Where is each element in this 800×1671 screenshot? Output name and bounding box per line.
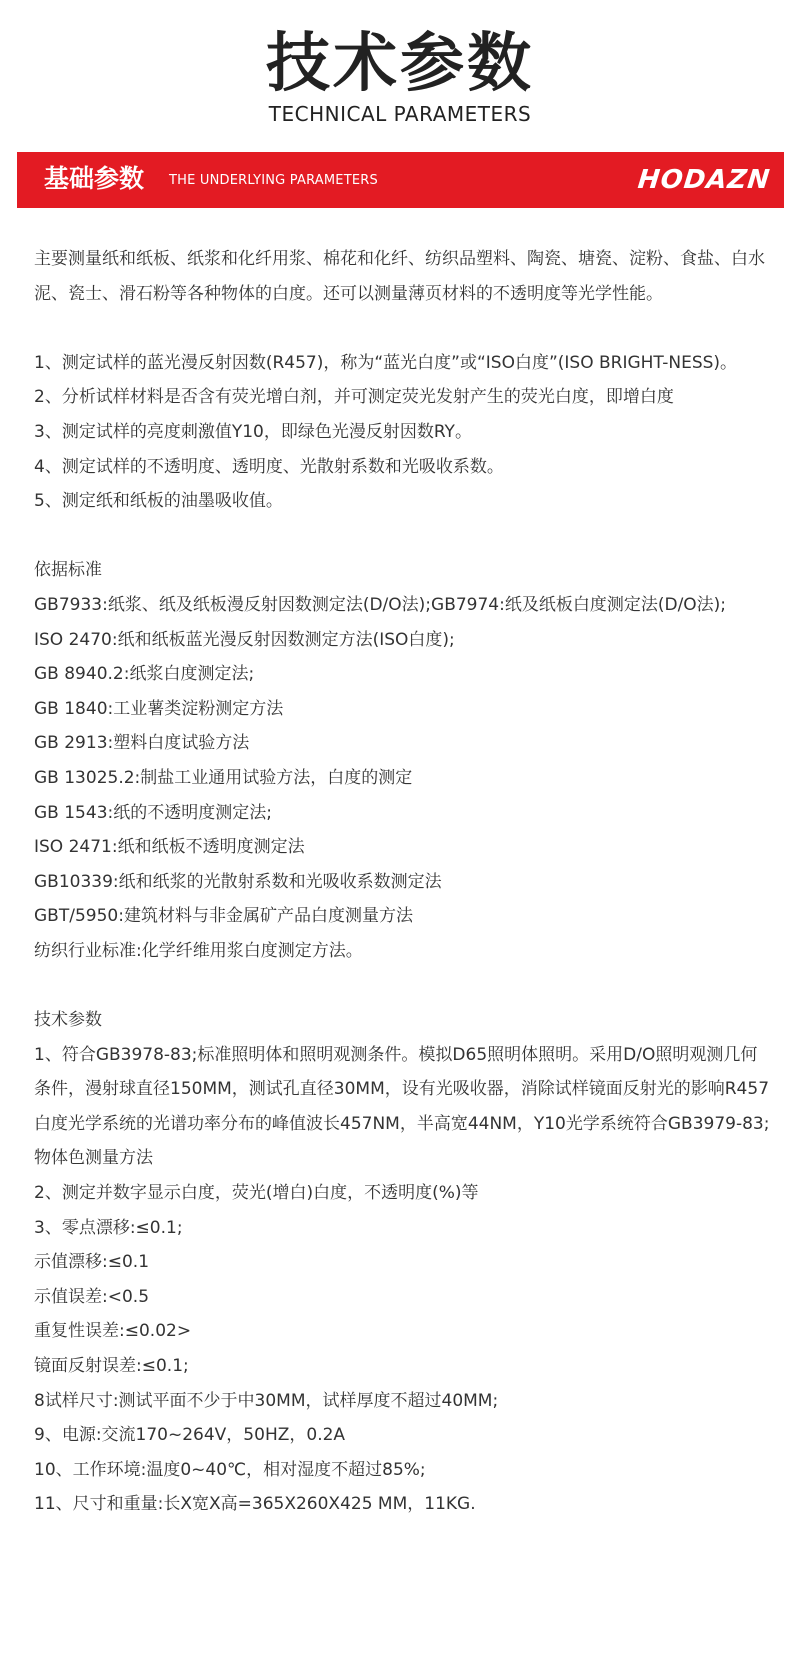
tech-item: 示值误差:<0.5 xyxy=(34,1286,150,1307)
spacer xyxy=(34,968,774,1003)
content-body xyxy=(34,242,774,1522)
standard-item: GB7933:纸浆、纸及纸板漫反射因数测定法(D/O法);GB7974:纸及纸板白度测定法(D/O法); xyxy=(34,594,727,615)
tech-item: 示值漂移:≤0.1 xyxy=(34,1252,150,1273)
brand-logo: HODAZN xyxy=(636,165,772,195)
standard-item: GB 2913:塑料白度试验方法 xyxy=(34,733,250,754)
function-item-4: 4、测定试样的不透明度、透明度、光散射系数和光吸收系数。 xyxy=(34,456,504,477)
standard-item: GBT/5950:建筑材料与非金属矿产品白度测量方法 xyxy=(34,906,413,927)
function-item-5: 5、测定纸和纸板的油墨吸收值。 xyxy=(34,491,283,512)
standards-heading: 依据标准 xyxy=(34,560,102,581)
standard-item: GB 8940.2:纸浆白度测定法; xyxy=(34,664,255,685)
intro-paragraph: 主要测量纸和纸板、纸浆和化纤用浆、棉花和化纤、纺织品塑料、陶瓷、塘瓷、淀粉、食盐、白水泥、瓷士、滑石粉等各种物体的白度。还可以测量薄页材料的不透明度等光学性能。 xyxy=(34,249,765,304)
spacer xyxy=(34,311,774,346)
tech-item: 1、符合GB3978-83;标准照明体和照明观测条件。模拟D65照明体照明。采用D/O照明观测几何条件，漫射球直径150MM，测试孔直径30MM，设有光吸收器，消除试样镜面反射光的影响R457白度光学系统的光谱功率分布的峰值波长457NM，半高宽44NM，Y10光学系统符合GB3979-83;物体色测量方法 xyxy=(34,1044,770,1169)
tech-heading: 技术参数 xyxy=(34,1010,102,1031)
standard-item: GB 1840:工业薯类淀粉测定方法 xyxy=(34,698,284,719)
standard-item: GB 13025.2:制盐工业通用试验方法，白度的测定 xyxy=(34,767,413,788)
banner-subtitle: THE UNDERLYING PARAMETERS xyxy=(169,173,378,188)
standard-item: ISO 2470:纸和纸板蓝光漫反射因数测定方法(ISO白度); xyxy=(34,629,455,650)
function-item-3: 3、测定试样的亮度刺激值Y10，即绿色光漫反射因数RY。 xyxy=(34,421,472,442)
spacer xyxy=(34,519,774,554)
banner-title: 基础参数 xyxy=(44,164,145,193)
tech-item: 2、测定并数字显示白度，荧光(增白)白度，不透明度(%)等 xyxy=(34,1183,479,1204)
standard-item: GB10339:纸和纸浆的光散射系数和光吸收系数测定法 xyxy=(34,871,442,892)
tech-item: 11、尺寸和重量:长X宽X高=365X260X425 MM，11KG. xyxy=(34,1494,476,1515)
tech-item: 8试样尺寸:测试平面不少于中30MM，试样厚度不超过40MM; xyxy=(34,1390,499,1411)
tech-item: 10、工作环境:温度0~40℃，相对湿度不超过85%; xyxy=(34,1459,426,1480)
tech-item: 镜面反射误差:≤0.1; xyxy=(34,1356,189,1376)
page-subtitle: TECHNICAL PARAMETERS xyxy=(268,102,532,126)
page-title: 技术参数 xyxy=(266,27,534,101)
standard-item: 纺织行业标准:化学纤维用浆白度测定方法。 xyxy=(34,940,363,961)
section-banner xyxy=(17,152,784,208)
tech-item: 3、零点漂移:≤0.1; xyxy=(34,1217,183,1238)
function-item-1: 1、测定试样的蓝光漫反射因数(R457)，称为“蓝光白度”或“ISO白度”(ISO BRIGHT-NESS)。 xyxy=(34,352,738,373)
standard-item: ISO 2471:纸和纸板不透明度测定法 xyxy=(34,837,305,858)
tech-item: 9、电源:交流170~264V，50HZ，0.2A xyxy=(34,1425,346,1446)
standard-item: GB 1543:纸的不透明度测定法; xyxy=(34,802,272,823)
tech-item: 重复性误差:≤0.02> xyxy=(34,1321,192,1342)
function-item-2: 2、分析试样材料是否含有荧光增白剂，并可测定荧光发射产生的荧光白度，即增白度 xyxy=(34,387,674,408)
